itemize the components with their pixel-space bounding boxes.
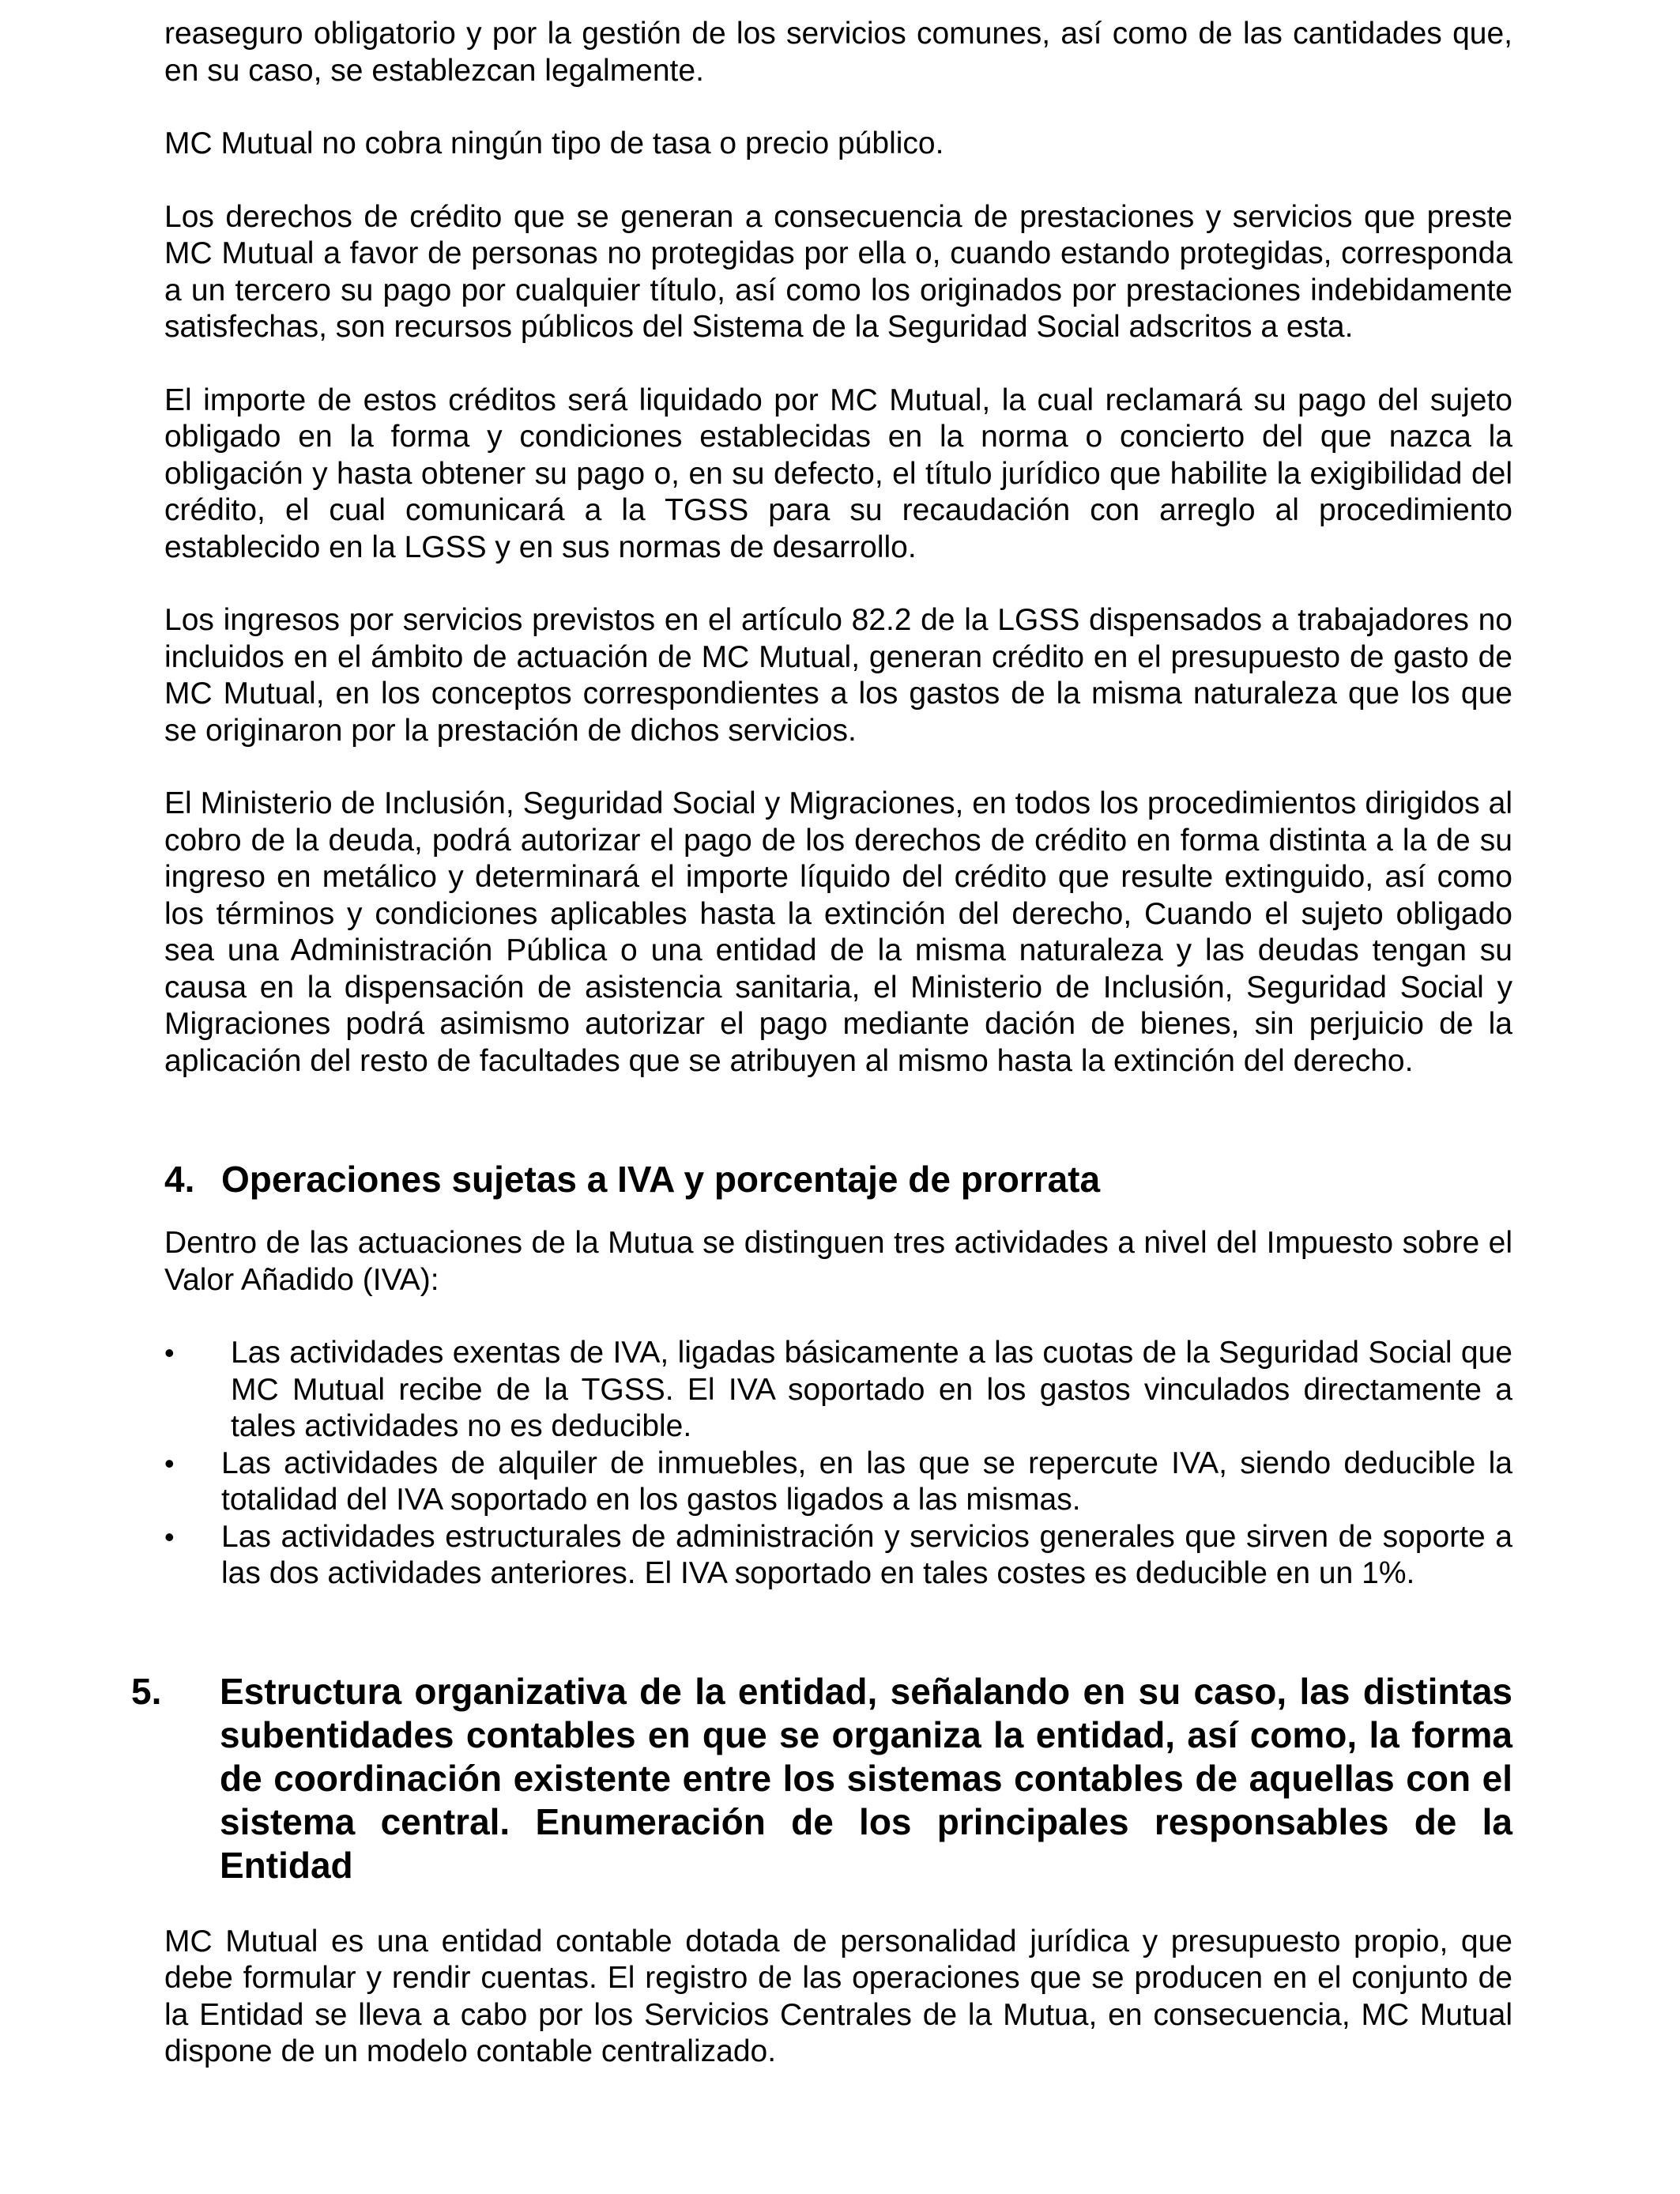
section-4-heading xyxy=(164,1157,1512,1201)
list-item-text: Las actividades exentas de IVA, ligadas básicamente a las cuotas de la Seguridad Social que MC Mutual recibe de la TGSS. El IVA soportado en los gastos vinculados directamente a tales actividades no es deducible. xyxy=(231,1336,1512,1443)
section-5-title: Estructura organizativa de la entidad, señalando en su caso, las distintas subentidades contables en que se organiza la entidad, así como, la forma de coordinación existente entre los sistemas contables de aquellas con el sistema central. Enumeración de los principales responsables de la Entidad xyxy=(220,1670,1512,1886)
list-item-text: Las actividades estructurales de administración y servicios generales que sirven de soporte a las dos actividades anteriores. El IVA soportado en tales costes es deducible en un 1%. xyxy=(221,1519,1512,1590)
bullet-icon: • xyxy=(164,1446,175,1480)
section-4-title: Operaciones sujetas a IVA y porcentaje de prorrata xyxy=(221,1159,1101,1200)
section-4-number: 4. xyxy=(164,1159,195,1200)
paragraph-derechos-credito: Los derechos de crédito que se generan a consecuencia de prestaciones y servicios que preste MC Mutual a favor de personas no protegidas por ella o, cuando estando protegidas, corresponda a un tercero su pago por cualquier título, así como los originados por prestaciones indebidamente satisfechas, son recursos públicos del Sistema de la Seguridad Social adscritos a esta. xyxy=(164,199,1512,344)
list-item-text: Las actividades de alquiler de inmuebles, en las que se repercute IVA, siendo deducible la totalidad del IVA soportado en los gastos ligados a las mismas. xyxy=(221,1446,1512,1517)
paragraph-tasa: MC Mutual no cobra ningún tipo de tasa o precio público. xyxy=(164,126,944,160)
paragraph-reaseguro: reaseguro obligatorio y por la gestión de los servicios comunes, así como de las cantidades que, en su caso, se establezcan legalmente. xyxy=(164,17,1512,88)
document-page xyxy=(131,16,1512,2071)
paragraph-importe-creditos: El importe de estos créditos será liquidado por MC Mutual, la cual reclamará su pago del sujeto obligado en la forma y condiciones establecidas en la norma o concierto del que nazca la obligación y hasta obtener su pago o, en su defecto, el título jurídico que habilite la exigibilidad del crédito, el cual comunicará a la TGSS para su recaudación con arreglo al procedimiento establecido en la LGSS y en sus normas de desarrollo. xyxy=(164,383,1512,564)
section-5-number: 5. xyxy=(131,1670,162,1712)
paragraph-ingresos-servicios: Los ingresos por servicios previstos en el artículo 82.2 de la LGSS dispensados a trabajadores no incluidos en el ámbito de actuación de MC Mutual, generan crédito en el presupuesto de gasto de MC Mutual, en los conceptos correspondientes a los gastos de la misma naturaleza que los que se originaron por la prestación de dichos servicios. xyxy=(164,603,1512,748)
section-4-intro: Dentro de las actuaciones de la Mutua se distinguen tres actividades a nivel del Impuesto sobre el Valor Añadido (IVA): xyxy=(164,1226,1512,1297)
paragraph-ministerio: El Ministerio de Inclusión, Seguridad Social y Migraciones, en todos los procedimientos dirigidos al cobro de la deuda, podrá autorizar el pago de los derechos de crédito en forma distinta a la de su ingreso en metálico y determinará el importe líquido del crédito que resulte extinguido, así como los términos y condiciones aplicables hasta la extinción del derecho, Cuando el sujeto obligado sea una Administración Pública o una entidad de la misma naturaleza y las deudas tengan su causa en la dispensación de asistencia sanitaria, el Ministerio de Inclusión, Seguridad Social y Migraciones podrá asimismo autorizar el pago mediante dación de bienes, sin perjuicio de la aplicación del resto de facultades que se atribuyen al mismo hasta la extinción del derecho. xyxy=(164,786,1512,1078)
bullet-icon: • xyxy=(164,1336,175,1369)
list-item xyxy=(164,1446,1512,1519)
list-item xyxy=(164,1519,1512,1593)
section-5-heading xyxy=(131,1670,1512,1887)
section-5-paragraph: MC Mutual es una entidad contable dotada de personalidad jurídica y presupuesto propio, que debe formular y rendir cuentas. El registro de las operaciones que se producen en el conjunto de la Entidad se lleva a cabo por los Servicios Centrales de la Mutua, en consecuencia, MC Mutual dispone de un modelo contable centralizado. xyxy=(164,1924,1512,2068)
list-item xyxy=(164,1335,1512,1446)
bullet-icon: • xyxy=(164,1520,175,1553)
iva-activities-list xyxy=(164,1335,1512,1593)
